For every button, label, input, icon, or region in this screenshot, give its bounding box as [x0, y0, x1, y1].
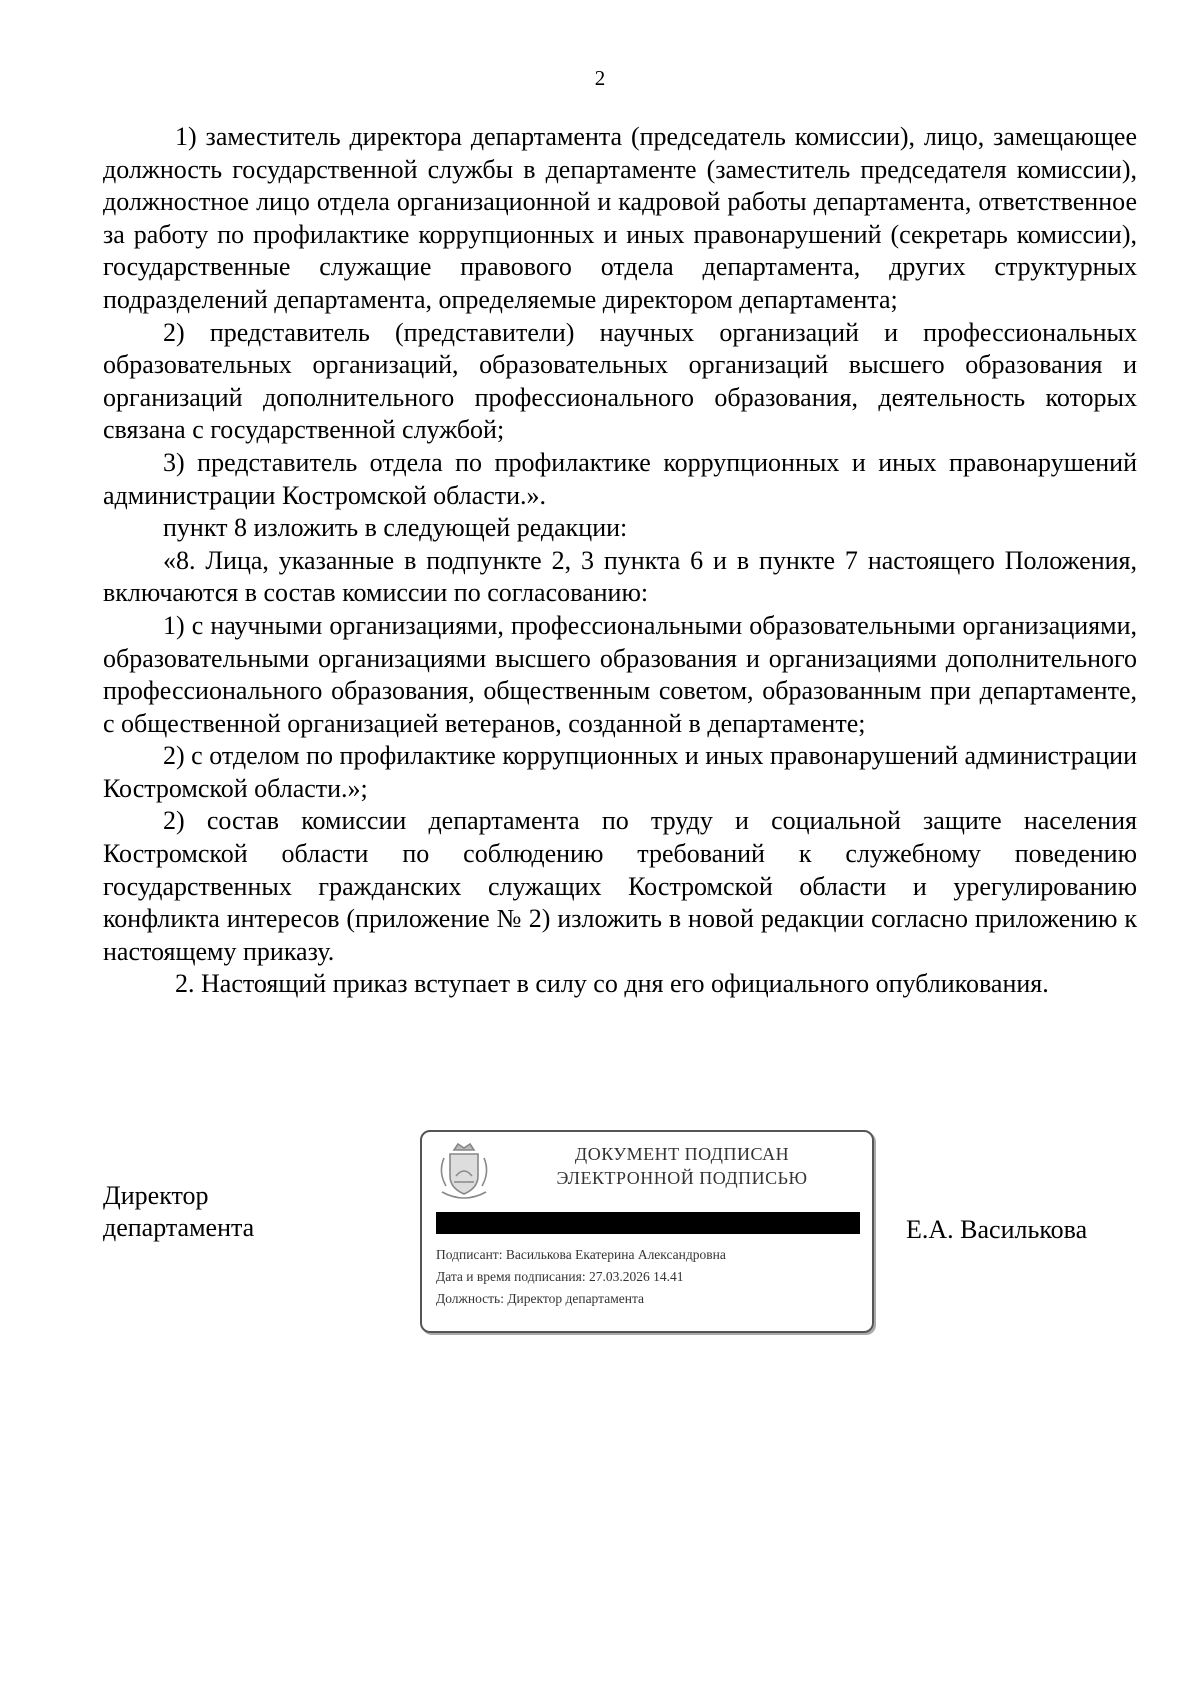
stamp-heading-line-2: ЭЛЕКТРОННОЙ ПОДПИСЬЮ: [556, 1168, 808, 1188]
paragraph-point-8: «8. Лица, указанные в подпункте 2, 3 пункта 6 и в пункте 7 настоящего Положения, включаются в состав комиссии по согласованию:: [103, 545, 1137, 608]
signer-title-line-2: департамента: [103, 1213, 255, 1242]
paragraph-effective-date: 2. Настоящий приказ вступает в силу со дня его официального опубликования.: [175, 969, 1049, 999]
certificate-redaction-bar: [436, 1212, 860, 1234]
electronic-signature-stamp: [420, 1130, 874, 1333]
paragraph-point-8-item-2: 2) с отделом по профилактике коррупционных и иных правонарушений администрации Костромской области.»;: [103, 741, 1137, 803]
stamp-heading: [532, 1142, 832, 1190]
stamp-heading-line-1: ДОКУМЕНТ ПОДПИСАН: [574, 1144, 790, 1164]
coat-of-arms-icon: [436, 1142, 492, 1202]
signer-title-line-1: Директор: [103, 1181, 209, 1210]
page-number: 2: [594, 66, 606, 90]
stamp-details: [436, 1244, 860, 1310]
paragraph-point-8-intro: пункт 8 изложить в следующей редакции:: [163, 513, 628, 543]
paragraph-subitem-1: 1) заместитель директора департамента (председатель комиссии), лицо, замещающее должность государственной службы в департаменте (заместитель председателя комиссии), должностное лицо отдела организационной и кадровой работы департамента, ответственное за работу по профилактике коррупционных и иных правонарушений (секретарь комиссии), государственные служащие правового отдела департамента, других структурных подразделений департамента, определяемые директором департамента;: [103, 122, 1137, 314]
paragraph-amendment-2: 2) состав комиссии департамента по труду и социальной защите населения Костромской области по соблюдению требований к служебному поведению государственных гражданских служащих Костромской области и урегулированию конфликта интересов (приложение № 2) изложить в новой редакции согласно приложению к настоящему приказу.: [103, 806, 1137, 966]
paragraph-subitem-2: 2) представитель (представители) научных организаций и профессиональных образовательных организаций, образовательных организаций высшего образования и организаций дополнительного профессионального образования, деятельность которых связана с государственной службой;: [103, 317, 1137, 445]
paragraph-point-8-item-1: 1) с научными организациями, профессиональными образовательными организациями, образовательными организациями высшего образования и организациями дополнительного профессионального образования, общественным советом, образованным при департаменте, с общественной организацией ветеранов, созданной в департаменте;: [103, 610, 1137, 738]
stamp-position: Должность: Директор департамента: [436, 1291, 645, 1306]
signer-title: [103, 1180, 254, 1244]
paragraph-subitem-3: 3) представитель отдела по профилактике коррупционных и иных правонарушений администрации Костромской области.».: [103, 447, 1137, 510]
signer-name: Е.А. Василькова: [906, 1215, 1088, 1244]
stamp-signer: Подписант: Василькова Екатерина Александровна: [436, 1247, 726, 1262]
stamp-datetime: Дата и время подписания: 27.03.2026 14.41: [436, 1269, 684, 1284]
document-body: [103, 121, 1137, 1001]
